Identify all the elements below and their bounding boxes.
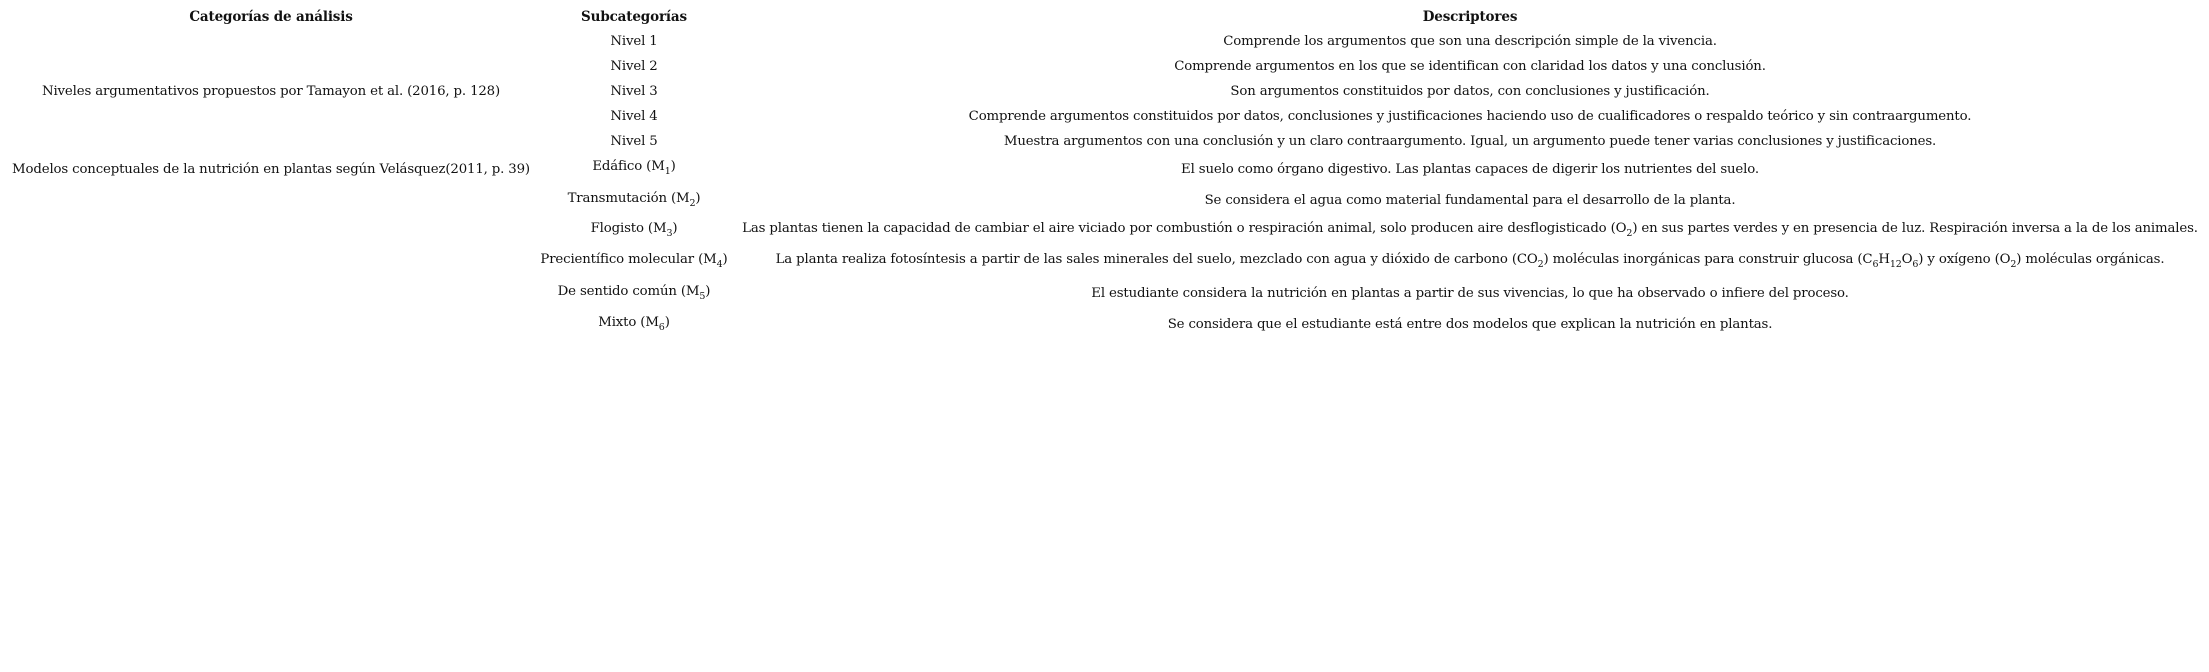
model-prefix: M <box>652 221 667 236</box>
descriptor-text: Las plantas tienen la capacidad de cambiar el aire viciado por combustión o respiración animal, solo producen aire desflogisticado (O <box>742 221 1627 236</box>
header-categorias: Categorías de análisis <box>189 9 353 25</box>
subcategory-label: Transmutación <box>567 191 667 206</box>
subcategory-label: De sentido común <box>557 284 677 299</box>
descriptor-text: O <box>1901 252 1913 267</box>
subcategory-nivel-2: Nivel 2 <box>610 59 658 74</box>
model-index: 6 <box>658 322 665 333</box>
subcategory-nivel-3: Nivel 3 <box>610 84 658 99</box>
descriptor-precientifico-molecular <box>776 252 2165 268</box>
model-prefix: M <box>685 284 700 299</box>
model-prefix: M <box>676 191 690 206</box>
formula-subscript: 6 <box>1872 259 1879 270</box>
subcategory-precientifico-molecular: Precientífico molecular $(M_4)$ <box>540 252 728 270</box>
model-index: 3 <box>666 228 673 239</box>
subcategory-mixto: Mixto $(M_6)$ <box>598 315 670 333</box>
descriptor-text: ) en sus partes verdes y en presencia de luz. Respiración inversa a la de los animales. <box>1632 221 2198 236</box>
subcategory-label: Mixto <box>598 315 637 330</box>
subcategory-nivel-1: Nivel 1 <box>610 34 658 49</box>
subcategory-label: Edáfico <box>592 159 643 174</box>
descriptor-text: ) moléculas inorgánicas para construir glucosa (C <box>1543 252 1873 267</box>
subcategory-transmutacion: Transmutación $(M_2)$ <box>567 191 701 209</box>
formula-subscript: 2 <box>1537 259 1544 270</box>
header-descriptores: Descriptores <box>1422 9 1518 25</box>
model-index: 5 <box>699 291 706 302</box>
model-prefix: M <box>651 159 665 174</box>
subcategory-sentido-comun: De sentido común $(M_5)$ <box>557 284 711 302</box>
descriptor-nivel-5: Muestra argumentos con una conclusión y un claro contraargumento. Igual, un argumento puede tener varias conclusiones y justificaciones. <box>1003 134 1937 149</box>
descriptor-mixto: Se considera que el estudiante está entre dos modelos que explican la nutrición en plantas. <box>1167 317 1773 332</box>
formula-subscript: 6 <box>1912 259 1919 270</box>
header-subcategorias: Subcategorías <box>581 9 687 25</box>
model-index: 4 <box>716 259 723 270</box>
model-index: 1 <box>664 166 671 177</box>
subcategory-nivel-4: Nivel 4 <box>610 109 658 124</box>
formula-subscript: 2 <box>1626 228 1633 239</box>
descriptor-nivel-4: Comprende argumentos constituidos por datos, conclusiones y justificaciones haciendo uso de cualificadores o respaldo teórico y sin contraargumento. <box>968 109 1972 124</box>
subcategory-nivel-5: Nivel 5 <box>610 134 658 149</box>
subcategory-edafico: Edáfico $(M_1)$ <box>592 159 676 177</box>
descriptor-nivel-3: Son argumentos constituidos por datos, con conclusiones y justificación. <box>1230 84 1710 99</box>
formula-subscript: 2 <box>2010 259 2017 270</box>
subcategory-label: Precientífico molecular <box>540 252 695 267</box>
descriptor-edafico: El suelo como órgano digestivo. Las plantas capaces de digerir los nutrientes del suelo. <box>1181 162 1759 177</box>
descriptor-transmutacion: Se considera el agua como material fundamental para el desarrollo de la planta. <box>1204 193 1736 208</box>
descriptor-flogisto <box>742 221 2198 237</box>
descriptor-sentido-comun: El estudiante considera la nutrición en plantas a partir de sus vivencias, lo que ha observado o infiere del proceso. <box>1091 286 1849 301</box>
descriptor-text: ) y oxígeno (O <box>1918 252 2011 267</box>
descriptor-nivel-1: Comprende los argumentos que son una descripción simple de la vivencia. <box>1223 34 1717 49</box>
descriptor-nivel-2: Comprende argumentos en los que se identifican con claridad los datos y una conclusión. <box>1174 59 1766 74</box>
descriptor-text: La planta realiza fotosíntesis a partir de las sales minerales del suelo, mezclado con agua y dióxido de carbono (CO <box>775 252 1538 267</box>
model-prefix: M <box>645 315 659 330</box>
category-niveles-argumentativos: Niveles argumentativos propuestos por Tamayon et al. (2016, p. 128) <box>41 84 501 99</box>
category-modelos-conceptuales: Modelos conceptuales de la nutrición en plantas según Velásquez(2011, p. 39) <box>12 162 530 177</box>
subcategory-label: Flogisto <box>590 221 644 236</box>
subcategory-flogisto: Flogisto $(M_3)$ <box>590 221 678 239</box>
descriptor-text: ) moléculas orgánicas. <box>2016 252 2165 267</box>
descriptor-text: H <box>1878 252 1890 267</box>
formula-subscript: 12 <box>1889 259 1902 270</box>
model-prefix: M <box>703 252 717 267</box>
model-index: 2 <box>689 198 696 209</box>
